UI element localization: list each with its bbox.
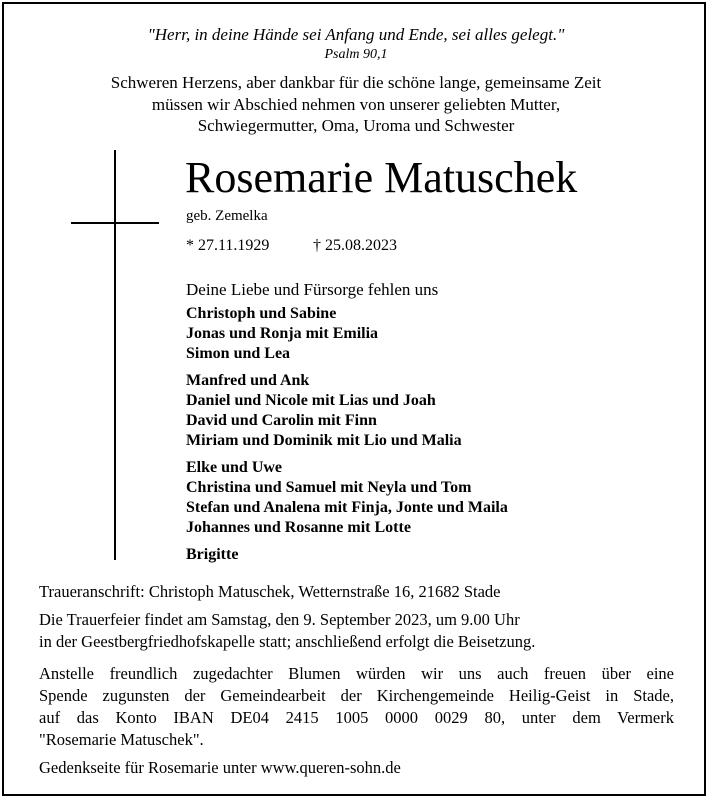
cross-icon-bar: [71, 222, 159, 224]
donation-info: [39, 663, 674, 751]
mourners-list: [186, 304, 508, 565]
death-date: † 25.08.2023: [313, 237, 397, 254]
mourner-line: Jonas und Ronja mit Emilia: [186, 325, 379, 342]
mourner-line: Miriam und Dominik mit Lio und Malia: [186, 432, 462, 449]
bible-verse: "Herr, in deine Hände sei Anfang und Ende, sei alles gelegt.": [147, 25, 565, 44]
mourner-group: [186, 371, 508, 451]
mourner-line: Christoph und Sabine: [186, 305, 337, 322]
mourner-group: [186, 304, 508, 364]
donation-line: Spende zugunsten der Gemeindearbeit der Kirchengemeinde Heilig-Geist in Stade,: [39, 686, 674, 705]
mourner-group: [186, 458, 508, 538]
mourner-line: David und Carolin mit Finn: [186, 412, 377, 429]
mourner-line: Brigitte: [186, 546, 239, 563]
mourner-line: Johannes und Rosanne mit Lotte: [186, 519, 411, 536]
mourner-line: Stefan und Analena mit Finja, Jonte und Maila: [186, 499, 508, 516]
mourning-address: Traueranschrift: Christoph Matuschek, Wetternstraße 16, 21682 Stade: [39, 582, 501, 601]
mourner-line: Christina und Samuel mit Neyla und Tom: [186, 479, 472, 496]
donation-line: auf das Konto IBAN DE04 2415 1005 0000 0029 80, unter dem Vermerk: [39, 708, 674, 727]
cross-icon: [114, 150, 116, 560]
mourner-line: Simon und Lea: [186, 345, 291, 362]
donation-line: Anstelle freundlich zugedachter Blumen würden wir uns auch freuen über eine: [39, 664, 674, 683]
birth-name: geb. Zemelka: [186, 208, 268, 224]
intro-line: müssen wir Abschied nehmen von unserer geliebten Mutter,: [151, 94, 561, 114]
intro-line: Schwiegermutter, Oma, Uroma und Schwester: [197, 116, 515, 135]
funeral-service-info: [39, 609, 535, 653]
donation-line: "Rosemarie Matuschek".: [39, 730, 204, 749]
deceased-name: Rosemarie Matuschek: [185, 153, 578, 202]
mourner-line: Daniel und Nicole mit Lias und Joah: [186, 392, 436, 409]
birth-date: * 27.11.1929: [186, 237, 270, 254]
service-line: in der Geestbergfriedhofskapelle statt; anschließend erfolgt die Beisetzung.: [39, 632, 536, 651]
memorial-page-link: Gedenkseite für Rosemarie unter www.queren-sohn.de: [39, 758, 401, 777]
verse-source: Psalm 90,1: [324, 47, 388, 62]
intro-line: Schweren Herzens, aber dankbar für die schöne lange, gemeinsame Zeit: [110, 73, 602, 92]
mourner-group: [186, 545, 508, 565]
mourner-line: Elke und Uwe: [186, 459, 283, 476]
intro-text: [0, 72, 712, 137]
service-line: Die Trauerfeier findet am Samstag, den 9. September 2023, um 9.00 Uhr: [39, 610, 520, 629]
mourner-line: Manfred und Ank: [186, 372, 310, 389]
tagline: Deine Liebe und Fürsorge fehlen uns: [186, 280, 439, 299]
